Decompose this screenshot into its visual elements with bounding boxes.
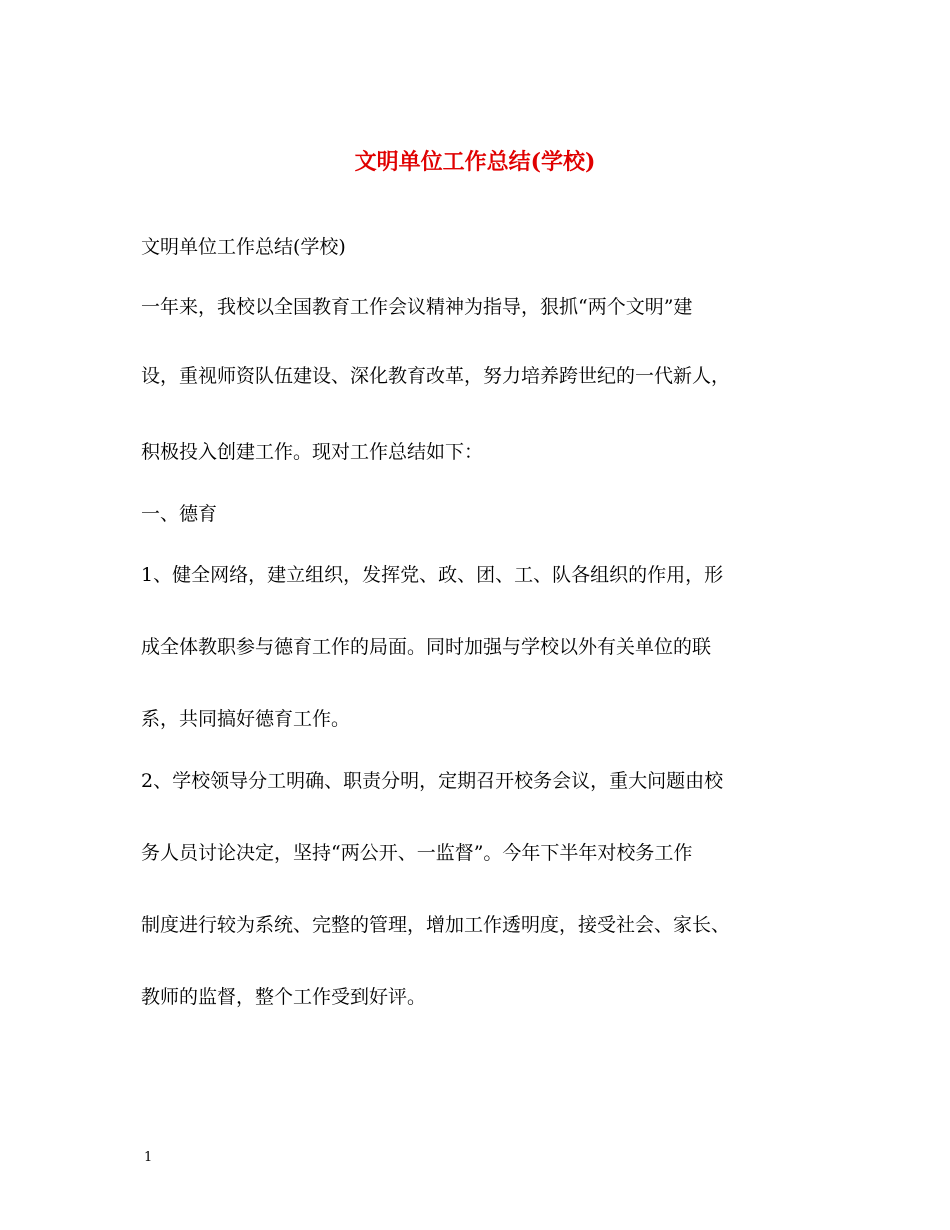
body-line: 一年来，我校以全国教育工作会议精神为指导，狠抓“两个文明”建 bbox=[141, 296, 693, 318]
body-line: 教师的监督，整个工作受到好评。 bbox=[141, 986, 427, 1008]
body-line: 文明单位工作总结(学校) bbox=[141, 236, 346, 258]
body-line: 积极投入创建工作。现对工作总结如下： bbox=[141, 441, 484, 463]
body-line: 1、健全网络，建立组织，发挥党、政、团、工、队各组织的作用，形 bbox=[141, 564, 724, 586]
body-line: 系，共同搞好德育工作。 bbox=[141, 708, 351, 730]
body-line: 2、学校领导分工明确、职责分明，定期召开校务会议，重大问题由校 bbox=[141, 770, 724, 792]
document-title: 文明单位工作总结(学校) bbox=[354, 149, 596, 175]
body-line: 制度进行较为系统、完整的管理，增加工作透明度，接受社会、家长、 bbox=[141, 914, 731, 936]
body-line: 务人员讨论决定，坚持“两公开、一监督”。今年下半年对校务工作 bbox=[141, 842, 693, 864]
section-heading: 一、德育 bbox=[141, 503, 218, 525]
body-line: 成全体教职参与德育工作的局面。同时加强与学校以外有关单位的联 bbox=[141, 636, 712, 658]
page-number: 1 bbox=[144, 1150, 153, 1165]
body-line: 设，重视师资队伍建设、深化教育改革，努力培养跨世纪的一代新人， bbox=[141, 365, 731, 387]
